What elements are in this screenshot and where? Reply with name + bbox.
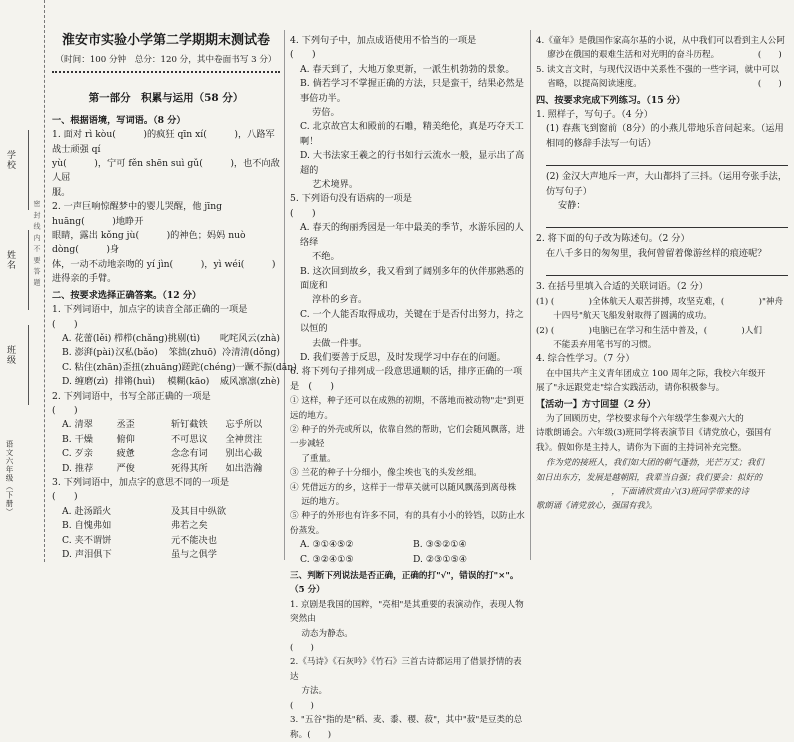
option: 淳朴的乡音。 bbox=[300, 294, 368, 306]
question: 1. 下列词语中，加点字的读音全部正确的一项是 ( ) bbox=[52, 304, 294, 330]
option-row: D. 缠磨(zì) 排锵(huì) 模糊(kāo) 威风凛凛(zhè) bbox=[62, 376, 280, 388]
option: B. 这次回到故乡，我又看到了阔别多年的伙伴那熟悉的面庞和 bbox=[300, 265, 524, 291]
option-row: D. 声泪俱下 虽与之俱学 bbox=[62, 549, 217, 560]
column-divider bbox=[284, 30, 285, 560]
question: 1. 照样子，写句子。（4 分） bbox=[536, 109, 653, 121]
sentence: 远的地方。 bbox=[290, 497, 345, 507]
option: D. 大书法家王羲之的行书如行云流水一般，显示出了高超的 bbox=[300, 150, 525, 176]
text-line: 2. 一声巨响惊醒梦中的婴儿哭醒，他 jīng huāng( )地睁开 bbox=[52, 201, 223, 227]
question: 2. 下列词语中，书写全部正确的一项是 ( ) bbox=[52, 390, 275, 416]
fill-line: 不能丢弃用笔书写的习惯。 bbox=[536, 339, 657, 350]
question: 5. 下列语句没有语病的一项是 ( ) bbox=[290, 193, 523, 219]
question: 2. 将下面的句子改为陈述句。（2 分） bbox=[536, 233, 690, 245]
statement: 5. 读文言文时，与现代汉语中关系性不强的一些字词，就中可以 bbox=[536, 64, 779, 75]
part-heading: 第一部分 积累与运用（58 分） bbox=[88, 92, 244, 105]
statement: 动态为静态。 ( ) bbox=[290, 628, 512, 654]
option: A. 春天到了，大地万象更新，一派生机勃勃的景象。 bbox=[300, 63, 515, 75]
paragraph: 诗歌朗诵会。六年级(3)班同学将表演节目《请党放心，强国有 bbox=[536, 428, 772, 439]
name-line bbox=[28, 230, 29, 310]
option-row: D. 推荐 严俊 死得其所 如出浩瀚 bbox=[62, 462, 263, 474]
option-row: C. 夹不谓饼 元不能决也 bbox=[62, 534, 217, 546]
class-line bbox=[28, 325, 29, 405]
handwritten-answer: 如日出东方，发展是越朝阳，我辈当自强；我们要会：拟好的 bbox=[536, 471, 763, 482]
statement: 4.《童年》是俄国作家高尔基的小说，从中我们可以看到主人公阿 bbox=[536, 36, 785, 46]
paragraph: 我》。假如你是主持人，请你为下面的主持词补充完整。 bbox=[536, 442, 747, 453]
option: 不绝。 bbox=[300, 251, 340, 263]
statement: 省略，以提高阅读速度。 ( ) bbox=[536, 79, 782, 90]
activity-heading: 【活动一】方寸回望（2 分） bbox=[536, 398, 656, 410]
option: D. 我们要善于反思，及时发现学习中存在的问题。 bbox=[300, 351, 506, 363]
sub-question: (1) 春燕飞到窗前（8分）的小燕儿带地乐音问起来。（运用相同的修辞手法写一句话） bbox=[546, 123, 784, 149]
exam-title: 淮安市实验小学第二学期期末测试卷 bbox=[61, 33, 270, 48]
statement: 方法。 ( ) bbox=[290, 686, 512, 711]
fill-line: (1) ( )全体航天人艰苦拼搏，攻坚克难，( )"神舟 bbox=[536, 296, 784, 307]
column-2 bbox=[290, 34, 526, 742]
statement: 2.《马诗》《石灰吟》《竹石》三首古诗都运用了借景抒情的表达 bbox=[290, 657, 522, 682]
binding-margin bbox=[0, 0, 45, 562]
option-row: B. 澎湃(pài) 汉私(bǎo) 笨拙(zhuō) 冷清清(dǒng) bbox=[62, 347, 280, 359]
column-1 bbox=[52, 30, 297, 562]
fill-line: (2) ( )电脑已在学习和生活中普及，( )人们 bbox=[536, 325, 762, 336]
fill-line: 十四号"航天飞船发射取得了圆满的成功。 bbox=[536, 311, 712, 322]
handwritten-answer: 歌朗诵《请党放心，强国有我》。 bbox=[536, 500, 658, 511]
sentence: 在八千多日的匆匆里，我何曾留着像游丝样的痕迹呢？ bbox=[546, 247, 767, 259]
answer-line[interactable] bbox=[546, 153, 788, 166]
paragraph: 展了"永远跟党走"综合实践活动，请你积极参与。 bbox=[536, 383, 725, 394]
text-line: 体，一动不动地亲吻的 yí jìn( )，yì wéi( )进得亲的手臂。 bbox=[52, 258, 276, 285]
sentence: ② 种子的外壳或所以，依靠自然的帮助，它们会随风飘落，进一步减轻 bbox=[290, 424, 525, 450]
question: 4. 下列句子中，加点成语使用不恰当的一项是 ( ) bbox=[290, 35, 523, 61]
text-line: 服。 bbox=[52, 186, 71, 198]
name-label: 姓名 bbox=[5, 250, 15, 270]
exam-subtitle: （时间：100 分钟 总分：120 分，其中卷面书写 3 分） bbox=[55, 55, 277, 65]
option-row: C. 歹亲 疲惫 念念有词 别出心裁 bbox=[62, 448, 263, 460]
paragraph: 在中国共产主义青年团成立 100 周年之际，我校六年级开 bbox=[546, 368, 766, 379]
seal-label: 密 封 线 内 不 要 答 题 bbox=[33, 200, 41, 287]
decorative-divider bbox=[52, 71, 280, 77]
option-row: C. ③②④①⑤ D. ②③①⑤④ bbox=[300, 553, 468, 565]
school-line bbox=[28, 130, 29, 210]
text-line: 眼睛，露出 kǒng jù( )的神色；妈妈 nuò dòng( )身 bbox=[52, 230, 246, 256]
text-line: yù( )，宁可 fěn shēn suì gǔ( )，也不向敌人屈 bbox=[52, 158, 280, 184]
option: B. 倘若学习不掌握正确的方法，只是蛮干，结果必然是事倍功半。 bbox=[300, 78, 524, 104]
section-heading: 四、按要求完成下列练习。（15 分） bbox=[536, 94, 686, 106]
question: 3. 在括号里填入合适的关联词语。（2 分） bbox=[536, 281, 709, 293]
sentence: 了重量。 bbox=[290, 453, 336, 464]
sentence: ④ 凭借远方的乡，这样于一带草关就可以随风飘荡到离母株 bbox=[290, 482, 517, 493]
section-heading: 三、判断下列说法是否正确，正确的打"√"，错误的打"×"。（5 分） bbox=[290, 571, 519, 596]
statement: 3. "五谷"指的是"稻、麦、黍、稷、菽"，其中"菽"是豆类的总称。( ) bbox=[290, 715, 523, 740]
question: 6. 将下列句子排列成一段意思通顺的话，排序正确的一项是 ( ) bbox=[290, 366, 523, 392]
school-label: 学校 bbox=[5, 150, 15, 170]
question: 4. 综合性学习。（7 分） bbox=[536, 353, 635, 365]
statement: 廖沙在俄国的艰难生活和对光明的奋斗历程。 ( ) bbox=[536, 50, 782, 61]
section-heading: 一、根据语境，写词语。（8 分） bbox=[52, 114, 186, 126]
option-row: C. 粘住(zhān) 歪扭(zhuāng) 蹉跎(chéng) 一蹶不振(dān) bbox=[62, 361, 297, 373]
option: A. 春天的绚丽秀园是一年中最美的季节，水游乐园的人络绎 bbox=[300, 222, 524, 248]
paragraph: 为了回顾历史，学校要求每个六年级学生参观六大的 bbox=[546, 413, 744, 424]
text-line: 1. 面对 rì kòu( )的疯狂 qīn xí( )，八路军战士顽强 qí bbox=[52, 129, 275, 155]
statement: 1. 京剧是我国的国粹，"亮相"是其重要的表演动作，表现人物突然由 bbox=[290, 599, 524, 625]
handwritten-answer: ，下面请欣赏由六(3)班同学带来的诗 bbox=[536, 485, 749, 496]
answer-prefix: 安静： bbox=[558, 200, 586, 212]
answer-line[interactable] bbox=[546, 215, 788, 228]
option-row: B. 干燥 俯仰 不可思议 全神贯注 bbox=[62, 433, 263, 445]
sentence: ⑤ 种子的外形也有许多不同，有的具有小小的铃铛，以防止水份蒸发。 bbox=[290, 511, 525, 536]
option-row: A. 赴汤蹈火 及其目中纵欲 bbox=[62, 505, 227, 517]
sentence: ③ 兰花的种子十分细小，像尘埃也飞的头发丝细。 bbox=[290, 468, 482, 479]
section-heading: 二、按要求选择正确答案。（12 分） bbox=[52, 289, 202, 301]
question: 3. 下列词语中，加点字的意思不同的一项是 ( ) bbox=[52, 476, 275, 503]
class-label: 班级 bbox=[5, 345, 15, 365]
option: 劳倍。 bbox=[300, 107, 340, 119]
option: C. 北京故宫太和殿前的石雕，精美绝伦，真是巧夺天工啊！ bbox=[300, 121, 524, 147]
option: 去做一件事。 bbox=[300, 337, 368, 349]
column-divider bbox=[530, 30, 531, 560]
sub-question: (2) 金汉大声地斥一声，大山都抖了三抖。（运用夸张手法，仿写句子） bbox=[546, 171, 788, 197]
option-row: B. 自愧弗如 弗若之矣 bbox=[62, 520, 208, 532]
option-row: A. ③①④⑤② B. ③⑤②①④ bbox=[300, 539, 467, 551]
exam-label: 语文六年级（下册） bbox=[5, 440, 14, 517]
handwritten-answer: 作为党的接班人，我们如大团的朝气蓬勃，光芒万丈；我们 bbox=[546, 457, 764, 468]
option-row: A. 清翠 丞歪 斩钉截铁 忘乎所以 bbox=[62, 419, 263, 431]
option: 艺术境界。 bbox=[300, 179, 359, 191]
sentence: ① 这样，种子还可以在成熟的初期，不落地而被动物"走"到更远的地方。 bbox=[290, 396, 525, 421]
column-3 bbox=[536, 34, 788, 513]
option-row: A. 花蕾(lěi) 栉栉(chǎng) 挑剔(tì) 叱咤风云(zhà) bbox=[62, 332, 281, 344]
answer-line[interactable] bbox=[546, 263, 788, 276]
option: C. 一个人能否取得成功，关键在于是否付出努力，持之以恒的 bbox=[300, 308, 524, 335]
